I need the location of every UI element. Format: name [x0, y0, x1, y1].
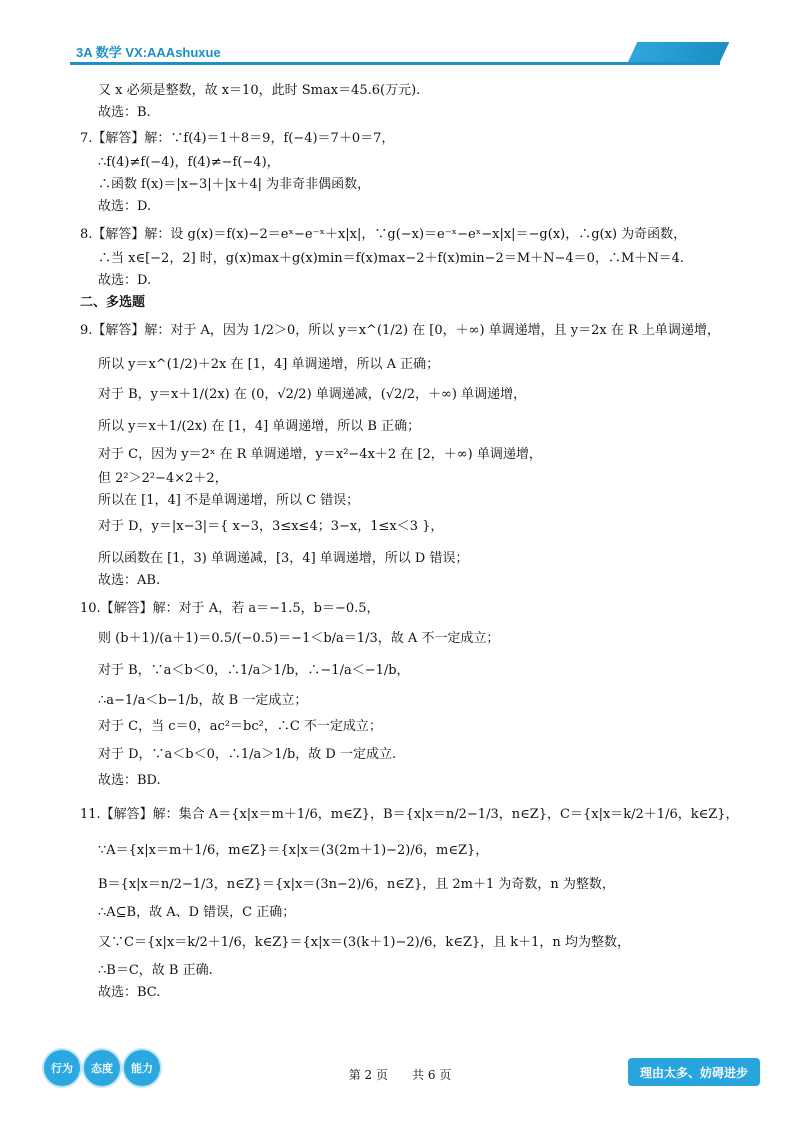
text-line: 故选：B.: [98, 105, 151, 120]
header-rule: [70, 62, 720, 65]
badge-ability: 能力: [124, 1050, 160, 1086]
badge-behavior: 行为: [44, 1050, 80, 1086]
badge-attitude: 态度: [84, 1050, 120, 1086]
text-line: 所以 y＝x^(1/2)＋2x 在 [1，4] 单调递增，所以 A 正确；: [98, 357, 440, 372]
text-line: 对于 C，当 c＝0，ac²＝bc²，∴C 不一定成立；: [98, 719, 382, 734]
text-line: 又 x 必须是整数，故 x＝10，此时 Smax＝45.6(万元).: [98, 83, 421, 98]
text-line: 故选：D.: [98, 199, 152, 214]
text-line: ∴函数 f(x)＝|x−3|＋|x＋4| 为非奇非偶函数，: [98, 177, 371, 192]
text-line: 又∵C＝{x|x＝k/2＋1/6，k∈Z}＝{x|x＝(3(k＋1)−2)/6，k∈Z}，且 k＋1，n 均为整数，: [98, 935, 630, 950]
header-tab-decoration: [628, 42, 729, 62]
problem-8-heading: 8.【解答】解：设 g(x)＝f(x)−2＝eˣ−e⁻ˣ＋x|x|，∵g(−x)＝e⁻ˣ−eˣ−x|x|＝−g(x)，∴g(x) 为奇函数，: [80, 227, 687, 242]
page-header: [70, 40, 720, 64]
problem-7-heading: 7.【解答】解：∵f(4)＝1＋8＝9，f(−4)＝7＋0＝7，: [80, 131, 395, 146]
page-number: 第 2 页 共 6 页: [348, 1068, 452, 1082]
problem-10-heading: 10.【解答】解：对于 A，若 a＝−1.5，b＝−0.5，: [80, 601, 380, 616]
text-line: ∴a−1/a＜b−1/b，故 B 一定成立；: [98, 693, 308, 708]
text-line: B＝{x|x＝n/2−1/3，n∈Z}＝{x|x＝(3n−2)/6，n∈Z}，且 2m＋1 为奇数，n 为整数，: [98, 877, 615, 892]
text-line: 则 (b＋1)/(a＋1)＝0.5/(−0.5)＝−1＜b/a＝1/3，故 A 不一定成立；: [98, 631, 500, 646]
problem-9-heading: 9.【解答】解：对于 A，因为 1/2＞0，所以 y＝x^(1/2) 在 [0，＋∞) 单调递增，且 y＝2x 在 R 上单调递增，: [80, 323, 720, 338]
text-line: 对于 D，y＝|x−3|＝{ x−3，3≤x≤4；3−x，1≤x＜3 }，: [98, 519, 444, 534]
text-line: 对于 B，y＝x＋1/(2x) 在 (0，√2/2) 单调递减，(√2/2，＋∞) 单调递增，: [98, 387, 527, 402]
section-heading: 二、多选题: [80, 295, 146, 310]
text-line: 故选：AB.: [98, 573, 161, 588]
text-line: 故选：D.: [98, 273, 152, 288]
problem-11-heading: 11.【解答】解：集合 A＝{x|x＝m＋1/6，m∈Z}，B＝{x|x＝n/2−1/3，n∈Z}，C＝{x|x＝k/2＋1/6，k∈Z}，: [80, 807, 739, 822]
text-line: 对于 D，∵a＜b＜0，∴1/a＞1/b，故 D 一定成立.: [98, 747, 397, 762]
text-line: 对于 B，∵a＜b＜0，∴1/a＞1/b，∴−1/a＜−1/b，: [98, 663, 410, 678]
text-line: ∴当 x∈[−2，2] 时，g(x)max＋g(x)min＝f(x)max−2＋f(x)min−2＝M＋N−4＝0，∴M＋N＝4.: [98, 251, 685, 266]
footer-slogan: 理由太多、妨碍进步: [628, 1058, 760, 1086]
text-line: ∴f(4)≠f(−4)，f(4)≠−f(−4)，: [98, 155, 280, 170]
text-line: ∴A⊆B，故 A、D 错误，C 正确；: [98, 905, 296, 920]
text-line: ∴B＝C，故 B 正确.: [98, 963, 213, 978]
text-line: 所以在 [1，4] 不是单调递增，所以 C 错误；: [98, 493, 360, 508]
text-line: 故选：BD.: [98, 773, 161, 788]
text-line: 但 2²＞2²−4×2＋2，: [98, 471, 228, 486]
footer-badges: [44, 1048, 164, 1090]
text-line: 所以 y＝x＋1/(2x) 在 [1，4] 单调递增，所以 B 正确；: [98, 419, 421, 434]
text-line: ∵A＝{x|x＝m＋1/6，m∈Z}＝{x|x＝(3(2m＋1)−2)/6，m∈Z}，: [98, 843, 489, 858]
text-line: 故选：BC.: [98, 985, 161, 1000]
header-title: 3A 数学 VX:AAAshuxue: [76, 45, 221, 60]
text-line: 对于 C，因为 y＝2ˣ 在 R 单调递增，y＝x²−4x＋2 在 [2，＋∞) 单调递增，: [98, 447, 542, 462]
text-line: 所以函数在 [1，3) 单调递减，[3，4] 单调递增，所以 D 错误；: [98, 551, 469, 566]
